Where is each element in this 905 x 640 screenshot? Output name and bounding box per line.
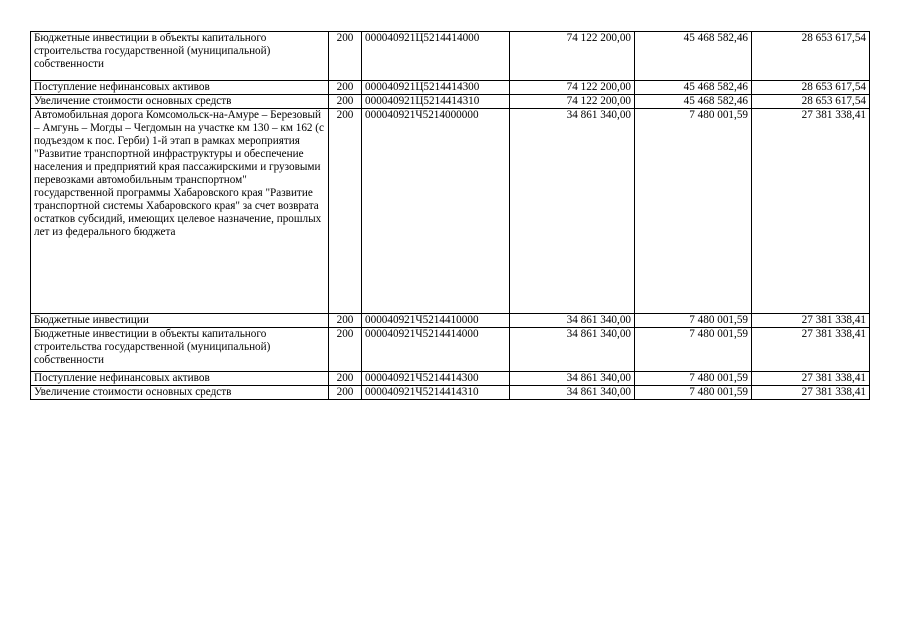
row-approved-amount: 74 122 200,00 xyxy=(510,81,635,95)
row-classification-code: 000040921Ч5214414300 xyxy=(362,372,510,386)
row-name: Увеличение стоимости основных средств xyxy=(31,386,329,400)
row-name: Бюджетные инвестиции xyxy=(31,314,329,328)
row-name: Бюджетные инвестиции в объекты капитального строительства государственной (муниципальной) собственности xyxy=(31,328,329,372)
row-name: Увеличение стоимости основных средств xyxy=(31,95,329,109)
table-row xyxy=(31,386,870,400)
table-row xyxy=(31,314,870,328)
row-executed-amount: 7 480 001,59 xyxy=(635,328,752,372)
row-executed-amount: 7 480 001,59 xyxy=(635,314,752,328)
row-remaining-amount: 28 653 617,54 xyxy=(752,32,870,81)
row-admin-code: 200 xyxy=(329,81,362,95)
row-executed-amount: 45 468 582,46 xyxy=(635,95,752,109)
budget-table xyxy=(30,31,870,400)
row-approved-amount: 34 861 340,00 xyxy=(510,314,635,328)
row-executed-amount: 7 480 001,59 xyxy=(635,372,752,386)
row-name: Поступление нефинансовых активов xyxy=(31,372,329,386)
row-classification-code: 000040921Ц5214414000 xyxy=(362,32,510,81)
table-row xyxy=(31,81,870,95)
row-name: Автомобильная дорога Комсомольск-на-Амуре – Березовый – Амгунь – Могды – Чегдомын на участке км 130 – км 162 (с подъездом к пос. Герби) 1-й этап в рамках мероприятия "Развитие транспортной инфраструктуры и обеспечение населения и предприятий края пассажирскими и грузовыми перевозками автомобильным транспортном" государственной программы Хабаровского края "Развитие транспортной системы Хабаровского края" за счет возврата остатков субсидий, имеющих целевое назначение, прошлых лет из федерального бюджета xyxy=(31,109,329,314)
table-row xyxy=(31,372,870,386)
row-approved-amount: 74 122 200,00 xyxy=(510,32,635,81)
row-remaining-amount: 27 381 338,41 xyxy=(752,328,870,372)
row-classification-code: 000040921Ц5214414310 xyxy=(362,95,510,109)
row-executed-amount: 7 480 001,59 xyxy=(635,386,752,400)
row-approved-amount: 74 122 200,00 xyxy=(510,95,635,109)
row-remaining-amount: 28 653 617,54 xyxy=(752,81,870,95)
row-name: Поступление нефинансовых активов xyxy=(31,81,329,95)
row-classification-code: 000040921Ч5214000000 xyxy=(362,109,510,314)
row-executed-amount: 45 468 582,46 xyxy=(635,32,752,81)
row-name: Бюджетные инвестиции в объекты капитального строительства государственной (муниципальной) собственности xyxy=(31,32,329,81)
table-row xyxy=(31,32,870,81)
row-classification-code: 000040921Ч5214414310 xyxy=(362,386,510,400)
row-admin-code: 200 xyxy=(329,386,362,400)
row-approved-amount: 34 861 340,00 xyxy=(510,372,635,386)
row-classification-code: 000040921Ч5214414000 xyxy=(362,328,510,372)
row-executed-amount: 7 480 001,59 xyxy=(635,109,752,314)
row-admin-code: 200 xyxy=(329,328,362,372)
row-remaining-amount: 27 381 338,41 xyxy=(752,314,870,328)
row-classification-code: 000040921Ц5214414300 xyxy=(362,81,510,95)
row-executed-amount: 45 468 582,46 xyxy=(635,81,752,95)
row-admin-code: 200 xyxy=(329,109,362,314)
row-remaining-amount: 28 653 617,54 xyxy=(752,95,870,109)
table-row xyxy=(31,95,870,109)
row-admin-code: 200 xyxy=(329,95,362,109)
row-remaining-amount: 27 381 338,41 xyxy=(752,386,870,400)
row-approved-amount: 34 861 340,00 xyxy=(510,109,635,314)
row-admin-code: 200 xyxy=(329,372,362,386)
row-classification-code: 000040921Ч5214410000 xyxy=(362,314,510,328)
table-row xyxy=(31,109,870,314)
row-admin-code: 200 xyxy=(329,32,362,81)
row-admin-code: 200 xyxy=(329,314,362,328)
row-remaining-amount: 27 381 338,41 xyxy=(752,109,870,314)
table-row xyxy=(31,328,870,372)
row-approved-amount: 34 861 340,00 xyxy=(510,328,635,372)
row-approved-amount: 34 861 340,00 xyxy=(510,386,635,400)
row-remaining-amount: 27 381 338,41 xyxy=(752,372,870,386)
